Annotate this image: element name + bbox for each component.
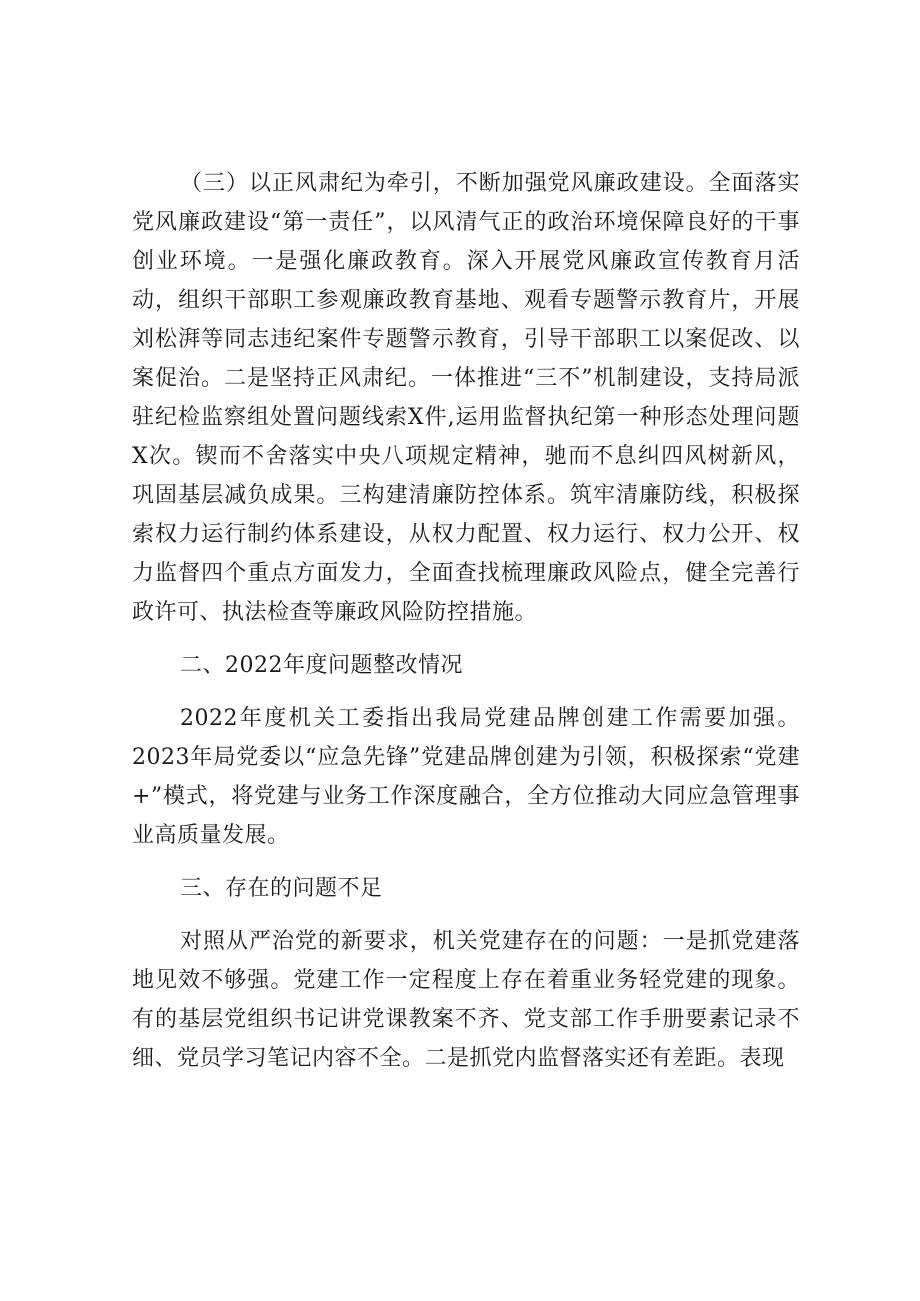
paragraph-problems: 对照从严治党的新要求，机关党建存在的问题：一是抓党建落地见效不够强。党建工作一定程度上存在着重业务轻党建的现象。有的基层党组织书记讲党课教案不齐、党支部工作手册要素记录不细、党员学习笔记内容不全。二是抓党内监督落实还有差距。表现	[132, 929, 800, 1071]
paragraph-rectification: 2022年度机关工委指出我局党建品牌创建工作需要加强。2023年局党委以“应急先锋”党建品牌创建为引领，积极探索“党建+”模式，将党建与业务工作深度融合，全方位推动大同应急管理事业高质量发展。	[132, 706, 800, 848]
section-heading-rectification: 二、2022年度问题整改情况	[180, 653, 463, 678]
section-heading-problems: 三、存在的问题不足	[180, 876, 383, 901]
document-body	[132, 164, 800, 1092]
paragraph-discipline-building: （三）以正风肃纪为牵引，不断加强党风廉政建设。全面落实党风廉政建设“第一责任”，以风清气正的政治环境保障良好的干事创业环境。一是强化廉政教育。深入开展党风廉政宣传教育月活动，组织干部职工参观廉政教育基地、观看专题警示教育片，开展刘松湃等同志违纪案件专题警示教育，引导干部职工以案促改、以案促治。二是坚持正风肃纪。一体推进“三不”机制建设，支持局派驻纪检监察组处置问题线索X件,运用监督执纪第一种形态处理问题X次。锲而不舍落实中央八项规定精神，驰而不息纠四风树新风，巩固基层减负成果。三构建清廉防控体系。筑牢清廉防线，积极探索权力运行制约体系建设，从权力配置、权力运行、权力公开、权力监督四个重点方面发力，全面查找梳理廉政风险点，健全完善行政许可、执法检查等廉政风险防控措施。	[132, 171, 800, 625]
